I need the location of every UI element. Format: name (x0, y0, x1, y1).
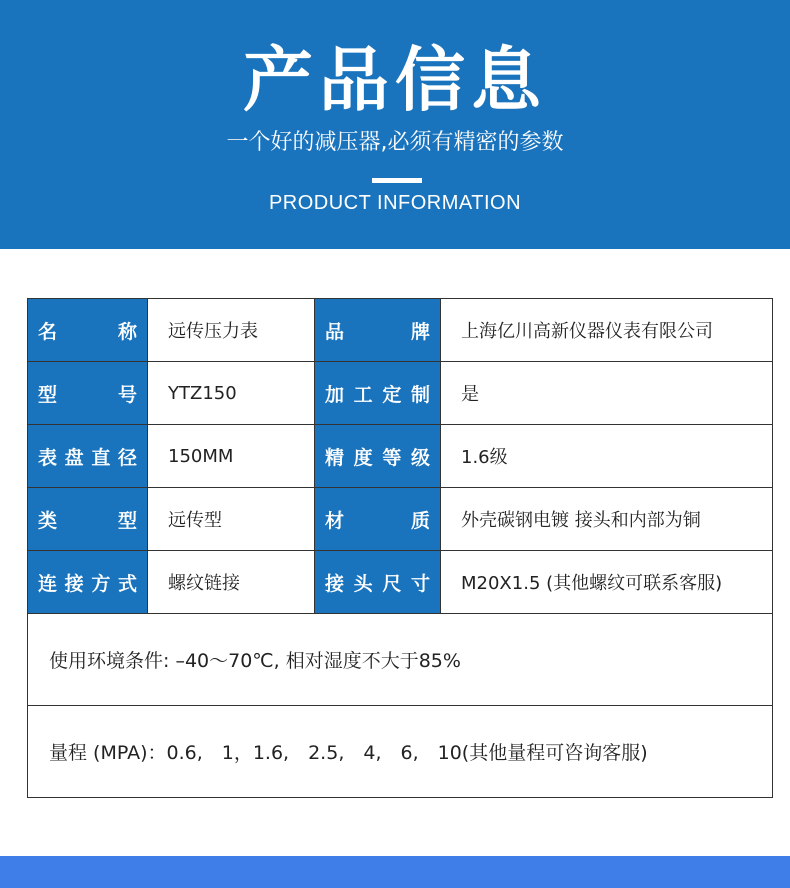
spec-label-char: 牌 (410, 320, 430, 343)
spec-value: 螺纹链接 (148, 551, 315, 614)
spec-row (28, 551, 773, 614)
spec-label-char: 尺 (382, 572, 402, 595)
spec-label-char: 定 (382, 383, 402, 406)
spec-label (315, 488, 441, 551)
spec-row (28, 362, 773, 425)
spec-label-char: 工 (353, 383, 373, 406)
spec-value: M20X1.5 (其他螺纹可联系客服) (441, 551, 773, 614)
spec-label-char: 型 (117, 509, 137, 532)
spec-label-char: 径 (117, 446, 137, 469)
spec-label-char: 接 (64, 572, 84, 595)
spec-row (28, 299, 773, 362)
spec-label (315, 425, 441, 488)
spec-label (28, 551, 148, 614)
spec-label (28, 488, 148, 551)
spec-label (315, 299, 441, 362)
spec-label-char: 直 (91, 446, 111, 469)
spec-note-environment-row (28, 614, 773, 706)
spec-environment: 使用环境条件: –40～70℃, 相对湿度不大于85% (28, 614, 773, 706)
spec-value: 远传型 (148, 488, 315, 551)
spec-label (315, 362, 441, 425)
spec-row (28, 425, 773, 488)
spec-label (28, 425, 148, 488)
header-banner (0, 0, 790, 249)
spec-label-char: 等 (382, 446, 402, 469)
spec-label-char: 接 (325, 572, 345, 595)
spec-label-char: 加 (325, 383, 345, 406)
spec-label-char: 类 (38, 509, 58, 532)
spec-label-char: 表 (38, 446, 58, 469)
spec-value: 远传压力表 (148, 299, 315, 362)
banner-english-title: PRODUCT INFORMATION (268, 192, 522, 214)
spec-range: 量程 (MPA)：0.6, 1，1.6, 2.5, 4, 6, 10(其他量程可咨询客服) (28, 706, 773, 798)
spec-label-char: 制 (410, 383, 430, 406)
spec-value: 150MM (148, 425, 315, 488)
spec-label (315, 551, 441, 614)
spec-label-char: 号 (117, 383, 137, 406)
banner-title: 产品信息 (243, 39, 547, 121)
banner-divider (372, 178, 422, 183)
spec-label-char: 精 (325, 446, 345, 469)
spec-value: 1.6级 (441, 425, 773, 488)
banner-subtitle: 一个好的减压器,必须有精密的参数 (226, 130, 564, 155)
spec-note-range-row (28, 706, 773, 798)
spec-label-char: 度 (353, 446, 373, 469)
spec-label-char: 头 (353, 572, 373, 595)
spec-label-char: 质 (410, 509, 430, 532)
bottom-bar (0, 856, 790, 888)
spec-row (28, 488, 773, 551)
spec-label (28, 299, 148, 362)
spec-value: 上海亿川高新仪器仪表有限公司 (441, 299, 773, 362)
spec-label-char: 方 (91, 572, 111, 595)
spec-label-char: 级 (410, 446, 430, 469)
spec-label-char: 称 (117, 320, 137, 343)
spec-table (27, 298, 773, 798)
spec-label (28, 362, 148, 425)
spec-value: 是 (441, 362, 773, 425)
spec-label-char: 连 (38, 572, 58, 595)
spec-value: YTZ150 (148, 362, 315, 425)
spec-label-char: 型 (38, 383, 58, 406)
spec-label-char: 材 (325, 509, 345, 532)
spec-label-char: 寸 (410, 572, 430, 595)
spec-value: 外壳碳钢电镀 接头和内部为铜 (441, 488, 773, 551)
spec-label-char: 品 (325, 320, 345, 343)
spec-label-char: 盘 (64, 446, 84, 469)
spec-label-char: 名 (38, 320, 58, 343)
spec-label-char: 式 (117, 572, 137, 595)
